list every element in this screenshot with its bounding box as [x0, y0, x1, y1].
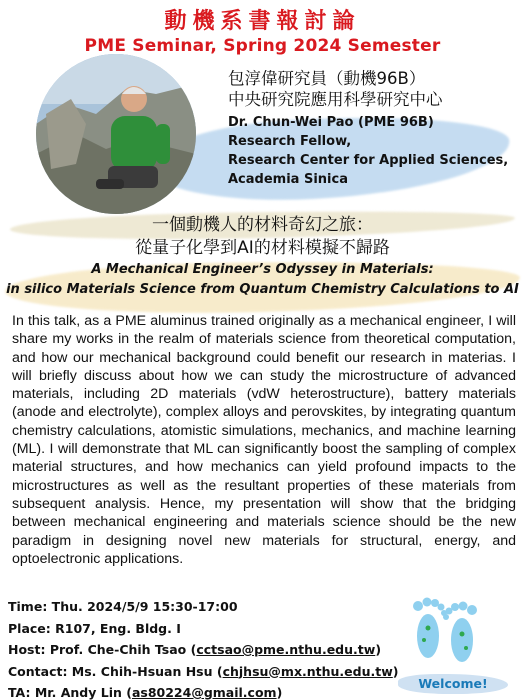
host-label: Host: Prof. Che-Chih Tsao ( — [8, 642, 197, 657]
speaker-photo-image — [36, 54, 196, 214]
talk-title-zh-line2: 從量子化學到AI的材料模擬不歸路 — [135, 238, 390, 258]
event-ta — [8, 682, 388, 700]
abstract-text: In this talk, as a PME aluminus trained originally as a mechanical engineer, I will share my works in the realm of materials science from theoretical computation, and how our mechanical background could benefit our research in materias. I will briefly discuss about how we can study the microstructure of advanced materials, including 2D materials (vdW heterostructure), battery materials (anode and electrolyte), complex alloys and perovskites, by integrating quantum chemistry calculations, atomistic simulations, mechanics, and machine learning (ML). I will demonstrate that ML can significantly boost the sampling of complex material structures, and how mechanics can yield profound impacts to the microstructures as well as the resultant properties of these materials from subsequent analysis. Hence, my presentation will show that the bridging between mechanical engineering and materials science should be the new paradigm in designing novel new materials for structural, energy, and optoelectronic applications. — [12, 313, 516, 567]
footprints-icon — [400, 578, 490, 678]
welcome-banner: Welcome! — [398, 674, 508, 694]
event-host — [8, 639, 388, 661]
contact-close: ) — [392, 663, 399, 679]
speaker-center-en: Research Center for Applied Sciences, — [228, 153, 509, 168]
contact-email-link[interactable]: chjhsu@mx.nthu.edu.tw — [222, 663, 393, 679]
event-info — [8, 596, 399, 700]
host-email-link[interactable]: cctsao@pme.nthu.edu.tw — [196, 642, 376, 657]
speaker-affiliation-zh: 中央研究院應用科學研究中心 — [228, 90, 443, 109]
talk-title — [0, 214, 525, 300]
poster-header — [0, 0, 525, 56]
speaker-title-en: Research Fellow, — [228, 134, 352, 149]
title-english: PME Seminar, Spring 2024 Semester — [84, 36, 441, 56]
ta-email-link[interactable]: as80224@gmail.com — [131, 685, 277, 700]
event-time: Time: Thu. 2024/5/9 15:30-17:00 — [8, 599, 238, 614]
event-contact — [8, 661, 399, 683]
ta-label: TA: Mr. Andy Lin ( — [8, 685, 132, 700]
talk-title-en-line2: in silico Materials Science from Quantum Chemistry Calculations to AI — [6, 282, 519, 297]
speaker-photo — [36, 54, 196, 214]
speaker-name-en: Dr. Chun-Wei Pao (PME 96B) — [228, 115, 434, 130]
contact-label: Contact: Ms. Chih-Hsuan Hsu ( — [8, 663, 223, 679]
speaker-name-zh: 包淳偉研究員（動機96B） — [228, 69, 426, 88]
speaker-info — [228, 68, 518, 189]
event-place: Place: R107, Eng. Bldg. I — [8, 620, 181, 636]
title-chinese: 動機系書報討論 — [164, 9, 361, 34]
talk-title-en-line1: A Mechanical Engineer’s Odyssey in Materials: — [91, 262, 434, 277]
host-close: ) — [375, 642, 382, 657]
ta-close: ) — [276, 685, 283, 700]
talk-title-zh-line1: 一個動機人的材料奇幻之旅： — [152, 215, 373, 235]
speaker-institution-en: Academia Sinica — [228, 172, 348, 187]
